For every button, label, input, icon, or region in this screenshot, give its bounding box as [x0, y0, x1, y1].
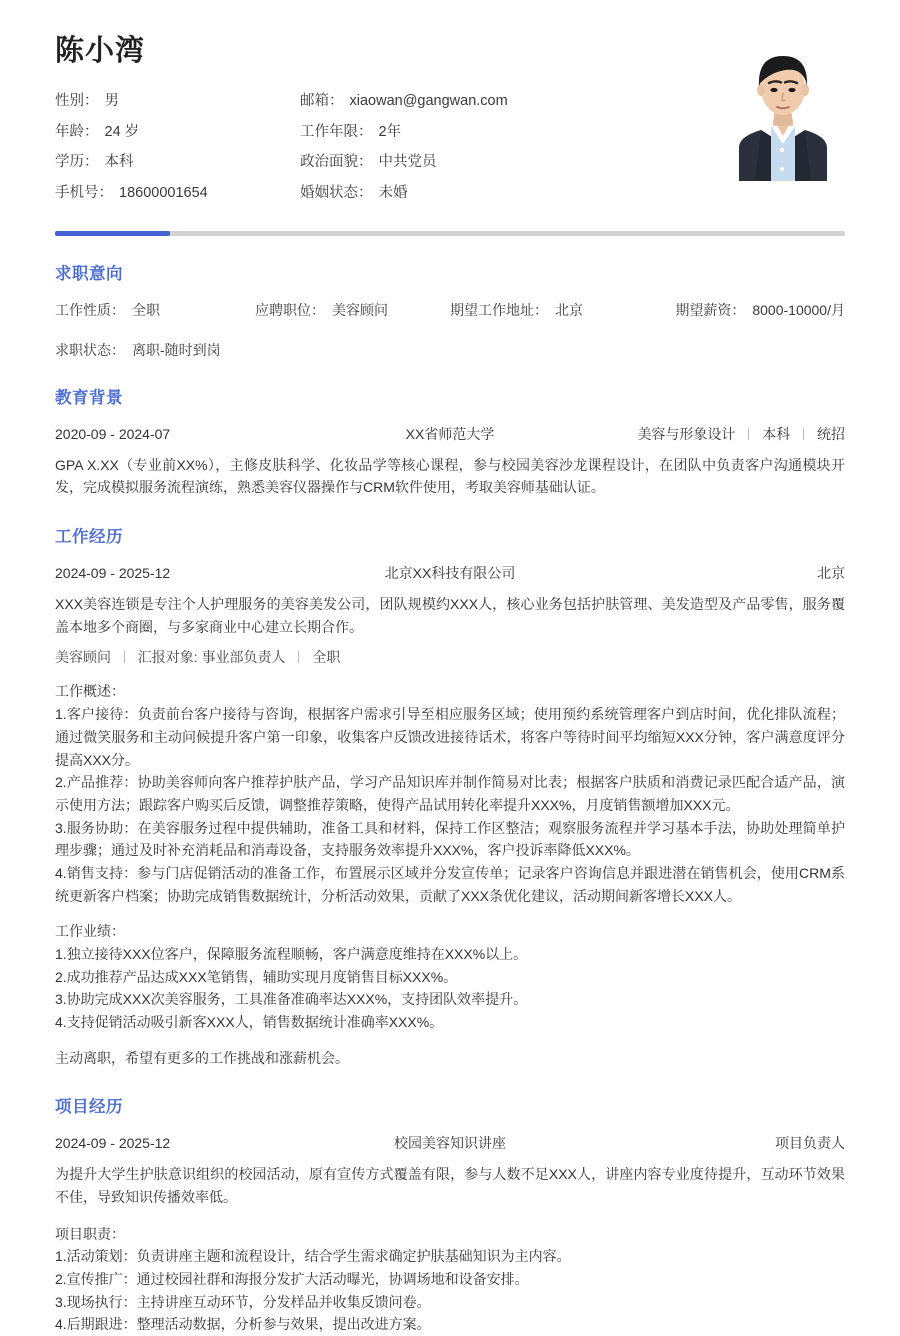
education-major: 美容与形象设计 [637, 425, 736, 442]
intent-job-type [55, 300, 255, 320]
work-entry-head [55, 563, 845, 583]
work-employment-type: 全职 [312, 649, 341, 666]
work-leave-reason [55, 1047, 845, 1070]
work-role-meta [55, 647, 845, 667]
section-title-job-intent: 求职意向 [55, 264, 123, 283]
job-intent-row-1 [55, 300, 845, 320]
info-phone-value: 18600001654 [119, 185, 208, 202]
candidate-photo [721, 40, 845, 181]
work-report-to: 汇报对象: 事业部负责人 [137, 649, 286, 666]
candidate-name: 陈小湾 [55, 35, 146, 67]
work-leave-reason-text: 主动离职，希望有更多的工作挑战和涨薪机会。 [55, 1049, 349, 1066]
section-project-experience [55, 1093, 845, 1336]
project-name: 校园美容知识讲座 [393, 1135, 506, 1152]
work-duties-block [55, 680, 845, 907]
project-duty-item: 1.活动策划：负责讲座主题和流程设计，结合学生需求确定护肤基础知识为主内容。 [55, 1248, 571, 1265]
section-work-experience [55, 523, 845, 1069]
intent-salary-value: 8000-10000/月 [752, 301, 845, 318]
section-education [55, 384, 845, 499]
work-duty-item: 4.销售支持：参与门店促销活动的准备工作，布置展示区域并分发宣传单；记录客户咨询信息并跟进潜在销售机会，使用CRM系统更新客户档案；协助完成销售数据统计，分析活动效果，贡献了XXX条优化建议，活动期间新客增长XXX人。 [55, 864, 845, 904]
info-phone [55, 183, 300, 205]
work-result-item: 1.独立接待XXX位客户，保障服务流程顺畅，客户满意度维持在XXX%以上。 [55, 945, 528, 962]
section-title-education: 教育背景 [55, 388, 123, 407]
project-background: 为提升大学生护肤意识组织的校园活动，原有宣传方式覆盖有限，参与人数不足XXX人，讲座内容专业度待提升，互动环节效果不佳，导致知识传播效率低。 [55, 1166, 845, 1205]
intent-status-value: 离职-随时到岗 [132, 341, 221, 358]
project-duty-item: 3.现场执行：主持讲座互动环节，分发样品并收集反馈问卷。 [55, 1293, 431, 1310]
basic-info-grid [55, 91, 615, 205]
work-company-intro: XXX美容连锁是专注个人护理服务的美容美发公司，团队规模约XXX人，核心业务包括护肤管理、美发造型及产品零售，服务覆盖本地多个商圈，与多家商业中心建立长期合作。 [55, 596, 845, 635]
work-duties-title: 工作概述： [55, 683, 125, 700]
project-duty-item: 4.后期跟进：整理活动数据，分析参与效果，提出改进方案。 [55, 1316, 431, 1333]
spacer [55, 1034, 845, 1047]
education-school: XX省师范大学 [405, 425, 495, 442]
intent-position-label: 应聘职位： [255, 301, 325, 318]
work-duty-item: 3.服务协助：在美容服务过程中提供辅助，准备工具和材料，保持工作区整洁；观察服务流程并学习基本手法，协助处理简单护理步骤；通过及时补充消耗品和消毒设备，支持服务效率提升XXX%，客户投诉率降低XXX%。 [55, 819, 845, 859]
section-job-intent [55, 260, 845, 360]
work-result-item: 2.成功推荐产品达成XXX笔销售，辅助实现月度销售目标XXX%。 [55, 968, 458, 985]
intent-job-type-value: 全职 [132, 301, 160, 318]
project-entry-head [55, 1133, 845, 1153]
intent-location-label: 期望工作地址： [450, 301, 548, 318]
info-gender-label: 性别： [55, 92, 99, 109]
education-date: 2020-09 - 2024-07 [55, 425, 171, 442]
info-age-label: 年龄： [55, 123, 99, 140]
info-marital-status [300, 183, 615, 205]
intent-location-value: 北京 [555, 301, 583, 318]
info-experience-years-value: 2年 [378, 123, 402, 140]
info-phone-label: 手机号： [55, 185, 113, 202]
intent-position-value: 美容顾问 [332, 301, 388, 318]
work-role-title: 美容顾问 [55, 649, 111, 666]
education-description: GPA X.XX（专业前XX%），主修皮肤科学、化妆品学等核心课程，参与校园美容沙龙课程设计，在团队中负责客户沟通模块开发，完成模拟服务流程演练，熟悉美容仪器操作与CRM软件使用，考取美容师基础认证。 [55, 456, 845, 496]
intent-location [450, 300, 665, 320]
job-intent-row-2 [55, 340, 845, 360]
intent-position [255, 300, 450, 320]
intent-status [55, 340, 845, 360]
project-role: 项目负责人 [775, 1135, 845, 1152]
info-political-status [300, 152, 615, 174]
intent-status-label: 求职状态： [55, 341, 125, 358]
work-duty-item: 2.产品推荐：协助美容师向客户推荐护肤产品，学习产品知识库并制作简易对比表；根据客户肤质和消费记录匹配合适产品，演示使用方法；跟踪客户购买后反馈，调整推荐策略，使得产品试用转化率提升XXX%，月度销售额增加XXX元。 [55, 774, 845, 813]
info-gender-value: 男 [104, 92, 119, 109]
info-email-label: 邮箱： [300, 92, 344, 109]
project-duties-title: 项目职责： [55, 1225, 125, 1242]
work-location: 北京 [817, 565, 845, 582]
education-admission-type: 统招 [817, 425, 845, 442]
project-date: 2024-09 - 2025-12 [55, 1135, 171, 1152]
section-title-work-experience: 工作经历 [55, 528, 123, 547]
work-results-block [55, 920, 845, 1033]
intent-salary-label: 期望薪资： [675, 301, 746, 318]
info-age-value: 24 岁 [104, 123, 140, 140]
info-gender [55, 91, 300, 113]
intent-salary [665, 300, 845, 320]
project-duty-item: 2.宣传推广：通过校园社群和海报分发扩大活动曝光，协调场地和设备安排。 [55, 1270, 529, 1287]
info-age [55, 122, 300, 144]
section-title-project-experience: 项目经历 [55, 1098, 123, 1117]
info-marital-status-value: 未婚 [378, 185, 408, 202]
header-accent-divider [55, 231, 845, 236]
info-email-value: xiaowan@gangwan.com [349, 92, 508, 109]
separator-icon [298, 651, 299, 663]
info-education-level-label: 学历： [55, 154, 99, 171]
work-company: 北京XX科技有限公司 [384, 565, 516, 582]
info-education-level [55, 152, 300, 174]
info-education-level-value: 本科 [104, 154, 134, 171]
info-experience-years-label: 工作年限： [300, 123, 373, 140]
info-political-status-value: 中共党员 [378, 154, 437, 171]
education-meta [582, 424, 845, 444]
separator-icon [803, 428, 804, 440]
work-date: 2024-09 - 2025-12 [55, 565, 171, 582]
resume-header [55, 0, 845, 236]
spacer [55, 907, 845, 920]
info-marital-status-label: 婚姻状态： [300, 185, 373, 202]
intent-job-type-label: 工作性质： [55, 301, 125, 318]
work-result-item: 4.支持促销活动吸引新客XXX人，销售数据统计准确率XXX%。 [55, 1013, 444, 1030]
portrait-photo-icon [721, 40, 845, 181]
info-email [300, 91, 615, 113]
info-experience-years [300, 122, 615, 144]
separator-icon [748, 428, 749, 440]
separator-icon [124, 651, 125, 663]
education-degree: 本科 [762, 425, 791, 442]
project-duties-block [55, 1223, 845, 1336]
work-result-item: 3.协助完成XXX次美容服务，工具准备准确率达XXX%，支持团队效率提升。 [55, 991, 528, 1008]
info-political-status-label: 政治面貌： [300, 154, 373, 171]
work-duty-item: 1.客户接待：负责前台客户接待与咨询，根据客户需求引导至相应服务区域；使用预约系统管理客户到店时间，优化排队流程；通过微笑服务和主动问候提升客户第一印象，收集客户反馈改进接待话术，将客户等待时间平均缩短XXX分钟，客户满意度评分提高XXX分。 [55, 706, 845, 768]
work-results-title: 工作业绩： [55, 923, 125, 940]
education-entry-head [55, 424, 845, 444]
